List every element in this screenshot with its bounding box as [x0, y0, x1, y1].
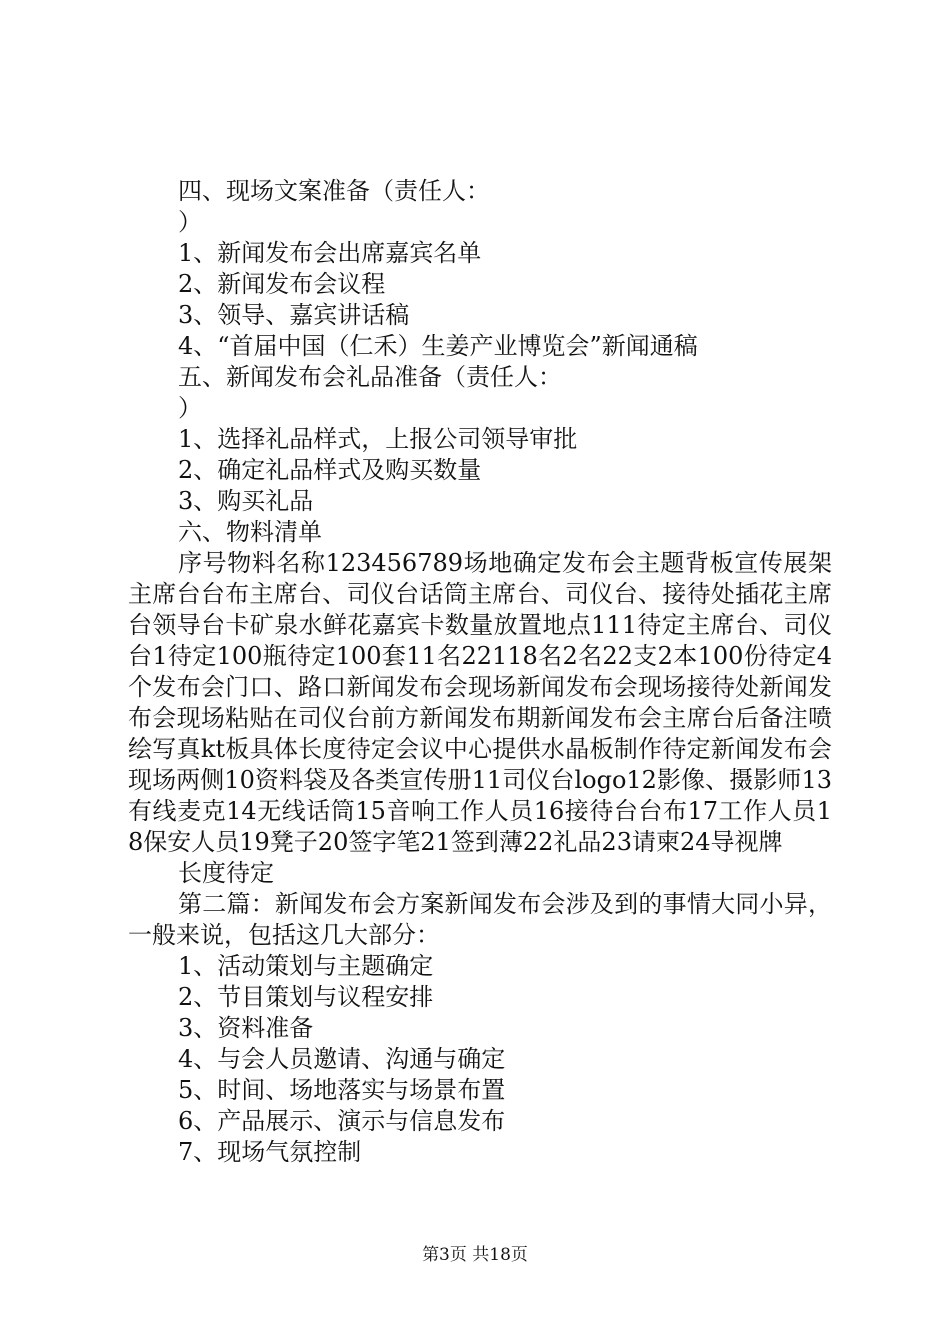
section4-heading: 四、现场文案准备（责任人：: [178, 177, 490, 205]
materials-list-paragraph: 序号物料名称123456789场地确定发布会主题背板宣传展架主席台台布主席台、司仪台话筒主席台、司仪台、接待处插花主席台领导台卡矿泉水鲜花嘉宾卡数量放置地点111待定主席台、司仪台1待定100瓶待定100套11名22118名2名22支2本100份待定4个发布会门口、路口新闻发布会现场新闻发布会现场接待处新闻发布会现场粘贴在司仪台前方新闻发布期新闻发布会主席台后备注喷绘写真kt板具体长度待定会议中心提供水晶板制作待定新闻发布会现场两侧10资料袋及各类宣传册11司仪台logo12影像、摄影师13有线麦克14无线话筒15音响工作人员16接待台台布17工作人员18保安人员19凳子20签字笔21签到薄22礼品23请柬24导视牌: [128, 549, 832, 856]
section4-heading-close: ）: [178, 208, 202, 236]
part2-item: 7、现场气氛控制: [178, 1138, 362, 1166]
page-number-footer: 第3页 共18页: [422, 1245, 528, 1265]
section4-item: 3、领导、嘉宾讲话稿: [178, 301, 410, 329]
materials-list-trailing: 长度待定: [178, 859, 274, 887]
part2-item: 6、产品展示、演示与信息发布: [178, 1107, 506, 1135]
section4-item: 1、新闻发布会出席嘉宾名单: [178, 239, 482, 267]
section4-item: 4、“首届中国（仁禾）生姜产业博览会”新闻通稿: [178, 332, 698, 360]
section4-item: 2、新闻发布会议程: [178, 270, 386, 298]
document-body: [128, 176, 832, 1168]
section5-item: 1、选择礼品样式，上报公司领导审批: [178, 425, 578, 453]
part2-intro-paragraph: 第二篇：新闻发布会方案新闻发布会涉及到的事情大同小异，一般来说，包括这几大部分：: [128, 890, 832, 949]
section6-heading: 六、物料清单: [178, 518, 322, 546]
section5-item: 2、确定礼品样式及购买数量: [178, 456, 482, 484]
section5-heading: 五、新闻发布会礼品准备（责任人：: [178, 363, 562, 391]
section5-heading-close: ）: [178, 394, 202, 422]
section5-item: 3、购买礼品: [178, 487, 314, 515]
part2-item: 5、时间、场地落实与场景布置: [178, 1076, 506, 1104]
part2-item: 3、资料准备: [178, 1014, 314, 1042]
part2-item: 4、与会人员邀请、沟通与确定: [178, 1045, 506, 1073]
part2-item: 2、节目策划与议程安排: [178, 983, 434, 1011]
part2-item: 1、活动策划与主题确定: [178, 952, 434, 980]
